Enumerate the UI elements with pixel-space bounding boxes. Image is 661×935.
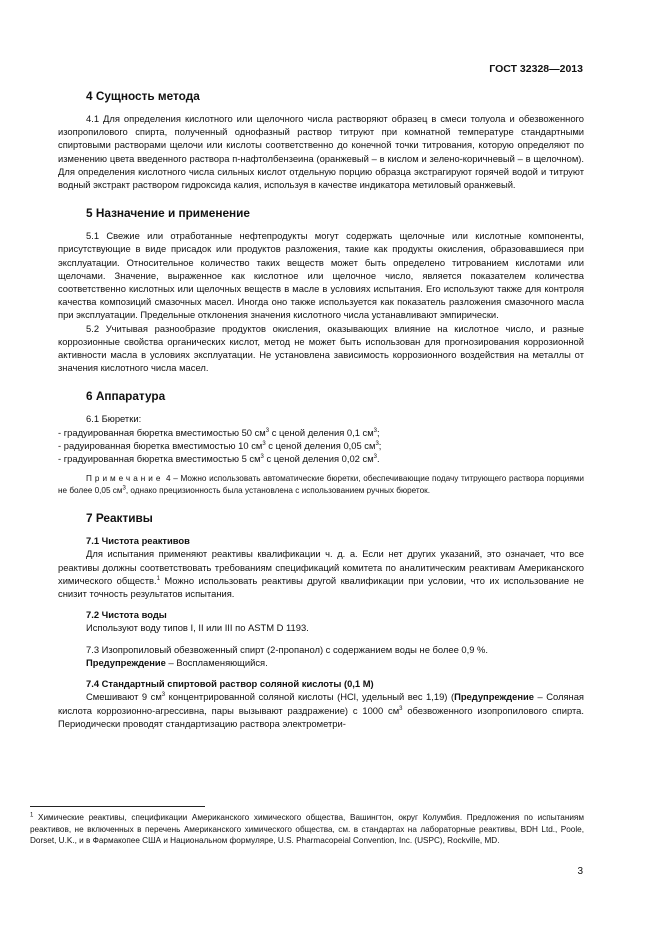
section-6-title: 6 Аппаратура [86,389,166,404]
subsection-7-1-title: 7.1 Чистота реактивов [86,535,190,547]
subsection-7-2-title: 7.2 Чистота воды [86,609,167,621]
section-5-title: 5 Назначение и применение [86,206,250,221]
burette-item-3: - градуированная бюретка вместимостью 5 $см^3$ с ценой деления 0,02 $см^3$. [58,453,380,465]
section-6-para-1: 6.1 Бюретки: [86,413,142,425]
page-number: 3 [577,866,583,877]
section-4-para-1: 4.1 Для определения кислотного или щелочного числа растворяют образец в смеси толуола и обезвоженного изопропилового спирта, полученный однофазный раствор титруют при комнатной температуре стандартными спиртовыми растворами щелочи или кислоты соответственно до конечной точки титрования, которую определяют по изменению цвета введенного раствора п-нафтолбензеина (оранжевый – в кислом и зелено-коричневый – в щелочном). Для определения кислотного числа сильных кислот отдельную порцию образца экстрагируют горячей водой и титруют водный экстракт раствором гидроксида калия, используя в качестве индикатора метиловый оранжевый. [58,113,584,191]
section-4 [58,88,584,191]
burette-item-2: - радуированная бюретка вместимостью 10 $см^3$ с ценой деления 0,05 $см^3$; [58,439,382,451]
section-7-title: 7 Реактивы [86,511,153,526]
section-5-para-2: 5.2 Учитывая разнообразие продуктов окисления, оказывающих влияние на кислотное число, и разные коррозионные свойства органических кислот, метод не может быть использован для прогнозирования коррозионной активности масла в условиях эксплуатации. Не установлена зависимость коррозионного воздействия на металлы от значения кислотного числа масел. [58,322,584,374]
note-4: Примечание 4 – Можно использовать автоматические бюретки, обеспечивающие подачу титрующего раствора порциями не более 0,05 $см^3$, однако прецизионность была установлена с использованием ручных бюреток. [58,474,584,495]
section-6 [58,388,584,496]
document-body [58,88,584,744]
subsection-7-1-para: Для испытания применяют реактивы квалификации ч. д. а. Если нет других указаний, это означает, что все реактивы должны соответствовать требованиям спецификаций комитета по аналитическим реактивам Американского химического обществ.$^1$ Можно использовать реактивы другой квалификации при условии, что их использование не снизит точность результатов испытания. [58,548,584,600]
section-5-para-1: 5.1 Свежие или отработанные нефтепродукты могут содержать щелочные или кислотные компоненты, присутствующие в виде присадок или продуктов разложения, такие как продукты окисления, образовавшиеся при эксплуатации. Относительное количество таких веществ может быть определено титрованием кислотами или щелочами. Значение, выраженное как кислотное или щелочное число, является показателем количества соответственно кислотных или щелочных веществ в масле в условиях испытания. Его используют также для контроля качества композиций смазочных масел. Иногда оно также используется как показатель разложения смазочного масла при эксплуатации. Предельные отклонения значения кислотного числа устанавливают эмпирически. [58,230,584,321]
section-7 [58,510,584,730]
burette-item-1: - градуированная бюретка вместимостью 50 $см^3$ с ценой деления 0,1 $см^3$; [58,426,380,438]
footnote: $^1$ Химические реактивы, спецификации Американского химического общества, Вашингтон, округ Колумбия. Предложения по испытаниям реактивов, не включенных в перечень Американского химического общества, см. в стандартах на лабораторные реактивы, BDH Ltd., Poole, Dorset, U.K., и в Фармакопее США и Национальном формуляре, U.S. Pharmacopeial Convention, Inc. (USPC), Rockville, MD. [30,812,584,845]
subsection-7-3-para: 7.3 Изопропиловый обезвоженный спирт (2-пропанол) с содержанием воды не более 0,9 %. [86,643,488,655]
footnote-ref: 1 [156,575,160,582]
footnote-separator [30,806,205,807]
subsection-7-4-para: Смешивают 9 $см^3$ концентрированной соляной кислоты (HCl, удельный вес 1,19) (Предупреждение – Соляная кислота коррозионно-агрессивна, пары вызывают раздражение) с 1000 $см^3$ обезвоженного изопропилового спирта. Периодически проводят стандартизацию раствора электрометри- [58,691,585,729]
section-5 [58,205,584,374]
document-header: ГОСТ 32328—2013 [489,63,583,75]
subsection-7-4-title: 7.4 Стандартный спиртовой раствор соляной кислоты (0,1 М) [86,678,374,690]
warning-flammable: Предупреждение – Воспламеняющийся. [86,656,268,668]
subsection-7-2-para: Используют воду типов I, II или III по ASTM D 1193. [86,622,309,634]
section-4-title: 4 Сущность метода [86,89,200,103]
